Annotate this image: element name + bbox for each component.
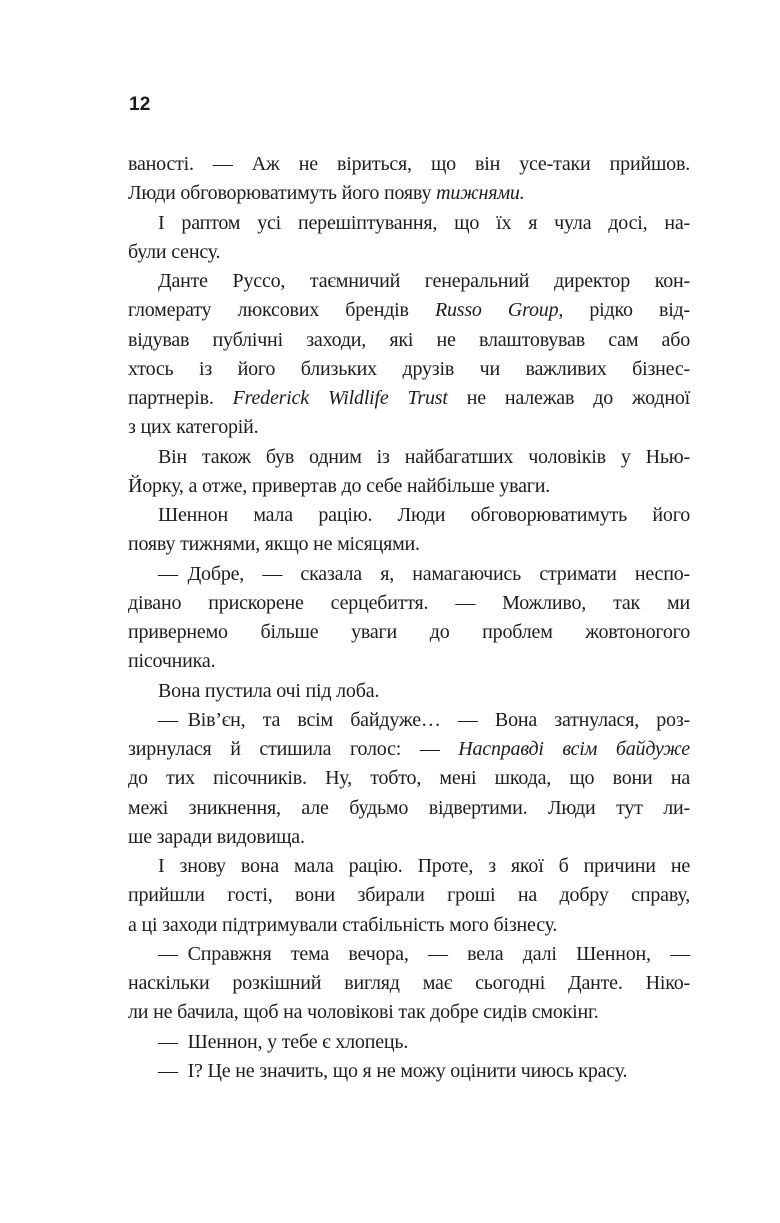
text-segment: — Справжня тема вечора, — вела далі Шеннон, —: [158, 942, 690, 965]
text-segment: — Добре, — сказала я, намагаючись стримати неспо-: [158, 562, 690, 585]
italic-text-segment: тижнями.: [436, 182, 525, 205]
text-segment: партнерів.: [128, 387, 233, 409]
text-line: [128, 238, 690, 267]
text-line: [128, 472, 690, 501]
text-line: [128, 940, 690, 969]
italic-text-segment: Frederick Wildlife Trust: [232, 387, 448, 409]
italic-text-segment: Russo Group: [434, 299, 559, 322]
text-segment: пісочника.: [128, 650, 216, 673]
text-segment: — І? Це не значить, що я не можу оцінити чиюсь красу.: [158, 1059, 628, 1082]
text-line: [128, 969, 690, 998]
text-segment: були сенсу.: [128, 240, 221, 263]
text-line: [128, 881, 690, 910]
text-line: [128, 998, 690, 1027]
text-segment: Шеннон мала рацію. Люди обговорюватимуть його: [158, 504, 690, 526]
page-number: 12: [129, 94, 151, 115]
text-line: [128, 677, 690, 706]
text-line: [128, 501, 690, 530]
text-line: [128, 735, 690, 764]
text-segment: Він також був одним із найбагатших чоловіків у Нью-: [158, 445, 690, 468]
text-line: [128, 794, 690, 823]
text-segment: , рідко від-: [558, 299, 690, 322]
text-segment: наскільки розкішний вигляд має сьогодні Данте. Ніко-: [128, 972, 690, 994]
text-line: [128, 209, 690, 238]
text-segment: не належав до жодної: [447, 387, 690, 409]
text-segment: Данте Руссо, таємничий генеральний директор кон-: [158, 270, 690, 292]
text-segment: межі зникнення, але будьмо відвертими. Люди тут ли-: [128, 796, 690, 819]
text-segment: ли не бачила, щоб на чоловікові так добре сидів смокінг.: [128, 1001, 599, 1024]
text-line: [128, 326, 690, 355]
text-line: [128, 1028, 690, 1057]
text-line: [128, 443, 690, 472]
text-line: [128, 413, 690, 442]
text-line: [128, 706, 690, 735]
text-segment: дівано прискорене серцебиття. — Можливо, так ми: [128, 591, 690, 614]
text-segment: хтось із його близьких друзів чи важливих бізнес-: [128, 357, 690, 380]
text-line: [128, 179, 690, 208]
text-segment: — Вів’єн, та всім байдуже… — Вона затнулася, роз-: [158, 708, 690, 731]
text-line: [128, 384, 690, 413]
text-line: [128, 150, 690, 179]
text-segment: Йорку, а отже, привертав до себе найбільше уваги.: [128, 474, 551, 497]
text-segment: прийшли гості, вони збирали гроші на добру справу,: [128, 884, 690, 907]
text-segment: Люди обговорюватимуть його появу: [128, 182, 437, 205]
text-line: [128, 618, 690, 647]
text-line: [128, 647, 690, 676]
text-line: [128, 1057, 690, 1086]
italic-text-segment: Насправді всім байдуже: [458, 738, 690, 760]
text-segment: Вона пустила очі під лоба.: [158, 679, 380, 702]
text-line: [128, 296, 690, 325]
text-line: [128, 560, 690, 589]
text-line: [128, 764, 690, 793]
text-segment: І знову вона мала рацію. Проте, з якої б причини не: [158, 855, 690, 877]
text-segment: з цих категорій.: [128, 416, 259, 439]
text-segment: гломерату люксових брендів: [128, 299, 435, 322]
text-line: [128, 911, 690, 940]
text-segment: — Шеннон, у тебе є хлопець.: [158, 1030, 409, 1053]
text-segment: привернемо більше уваги до проблем жовтоногого: [128, 621, 690, 643]
text-segment: до тих пісочників. Ну, тобто, мені шкода, що вони на: [128, 767, 690, 790]
page-text: [128, 150, 690, 1086]
text-line: [128, 823, 690, 852]
text-segment: а ці заходи підтримували стабільність мого бізнесу.: [128, 913, 558, 936]
text-segment: ше заради видовища.: [128, 825, 305, 848]
text-line: [128, 530, 690, 559]
text-segment: зирнулася й стишила голос: —: [128, 738, 459, 760]
text-segment: І раптом усі перешіптування, що їх я чула досі, на-: [158, 211, 690, 234]
text-line: [128, 852, 690, 881]
text-segment: ваності. — Аж не віриться, що він усе-таки прийшов.: [128, 153, 690, 175]
text-segment: відував публічні заходи, які не влаштовував сам або: [128, 328, 690, 351]
text-segment: появу тижнями, якщо не місяцями.: [128, 533, 420, 556]
text-line: [128, 355, 690, 384]
text-line: [128, 267, 690, 296]
text-line: [128, 589, 690, 618]
